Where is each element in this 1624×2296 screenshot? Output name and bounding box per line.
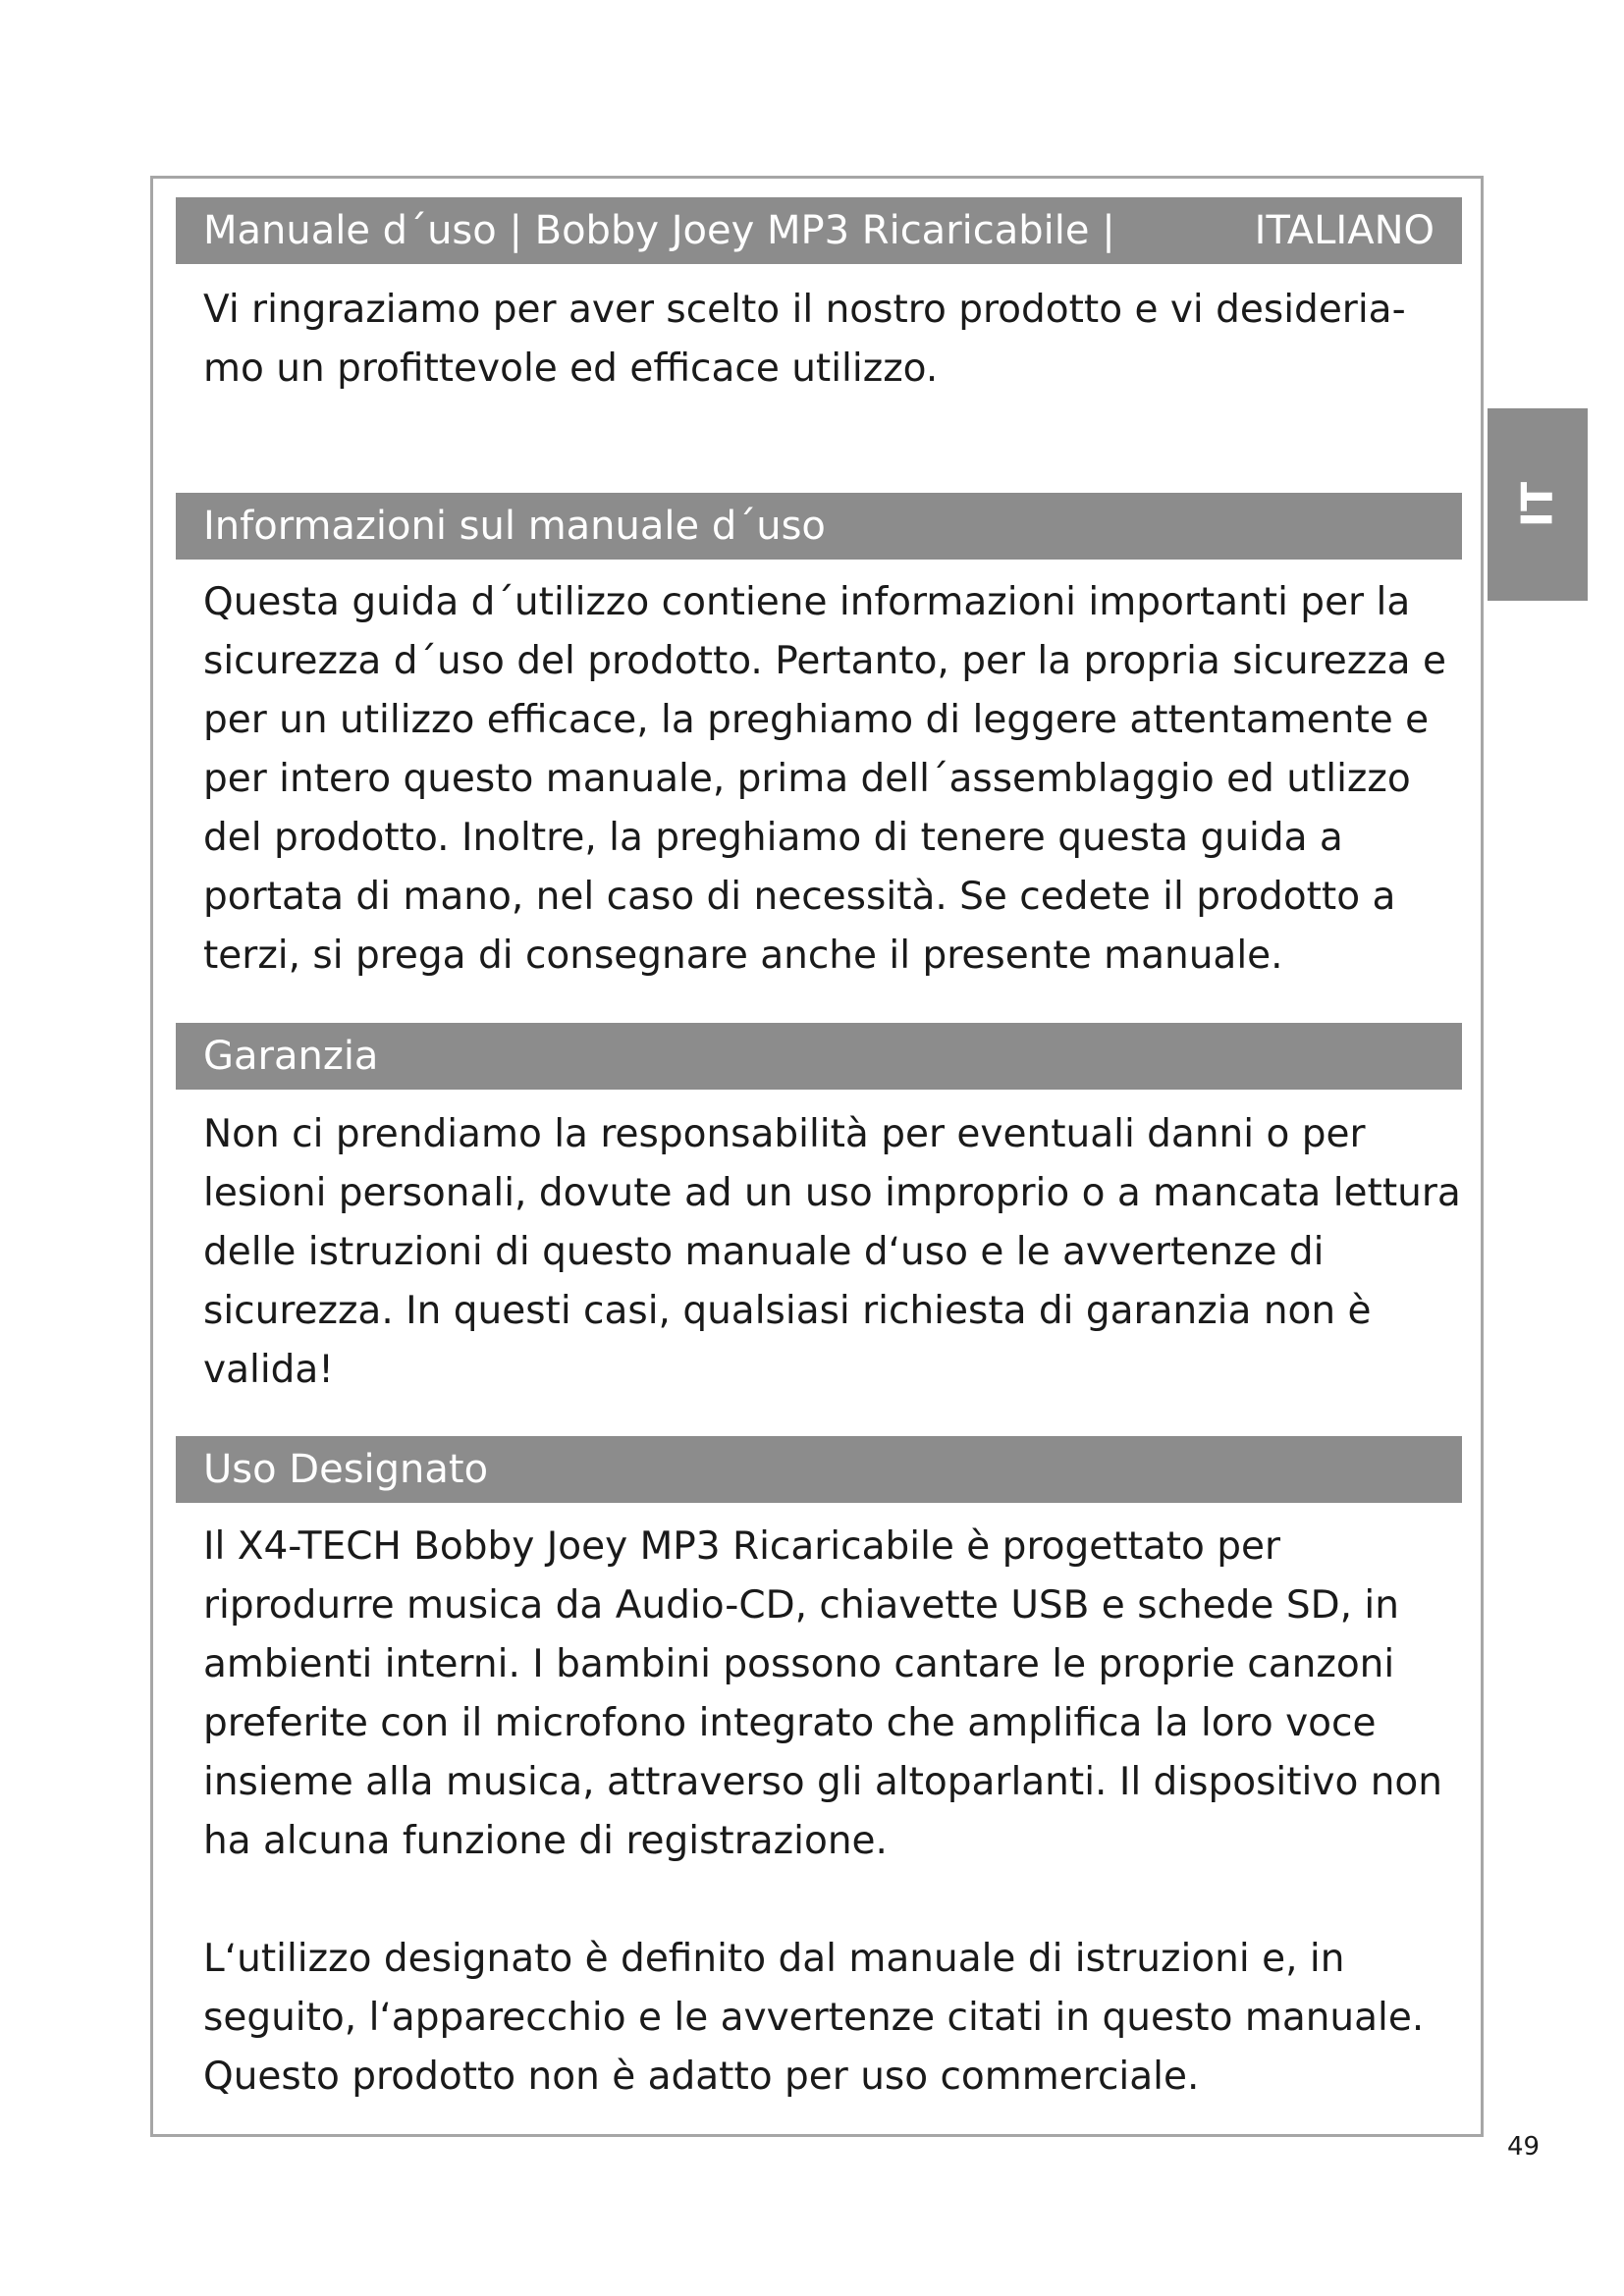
language-side-tab	[1488, 408, 1588, 601]
section-heading-garanzia: Garanzia	[176, 1023, 1462, 1090]
language-label: ITALIANO	[1254, 208, 1435, 253]
section-text-uso-designato-2: L‘utilizzo designato è definito dal manuale di istruzioni e, in seguito, l‘apparecchio e le avvertenze citati in questo manuale. Questo prodotto non è adatto per uso commerciale.	[203, 1937, 1425, 2099]
section-text-uso-designato-1: Il X4-TECH Bobby Joey MP3 Ricaricabile è progettato per riprodurre musica da Audio-CD, chiavette USB e schede SD, in ambienti interni. I bambini possono cantare le proprie canzoni preferite con il microfono integrato che amplifica la loro voce insieme alla musica, attraverso gli altoparlanti. Il dispositivo non ha alcuna funzione di registrazione.	[203, 1524, 1442, 1863]
language-side-tab-label: IT	[1512, 481, 1563, 528]
section-text-informazioni: Questa guida d´utilizzo contiene informazioni importanti per la sicurezza d´uso del prodotto. Pertanto, per la propria sicurezza e per un utilizzo efficace, la preghiamo di leggere attentamente e per intero questo manuale, prima dell´assemblaggio ed utlizzo del prodotto. Inoltre, la preghiamo di tenere questa guida a portata di mano, nel caso di necessità. Se cedete il prodotto a terzi, si prega di consegnare anche il presente manuale.	[203, 580, 1446, 978]
section-heading-uso-designato: Uso Designato	[176, 1436, 1462, 1503]
page-number: 49	[1507, 2132, 1541, 2162]
section-heading-informazioni: Informazioni sul manuale d´uso	[176, 493, 1462, 560]
intro-paragraph: Vi ringraziamo per aver scelto il nostro prodotto e vi desideria- mo un profittevole ed efficace utilizzo.	[203, 288, 1406, 391]
manual-header-bar	[176, 197, 1462, 264]
section-text-garanzia: Non ci prendiamo la responsabilità per eventuali danni o per lesioni personali, dovute ad un uso improprio o a mancata lettura delle istruzioni di questo manuale d‘uso e le avvertenze di sicurezza. In questi casi, qualsiasi richiesta di garanzia non è valida!	[203, 1112, 1461, 1392]
manual-title: Manuale d´uso | Bobby Joey MP3 Ricaricabile |	[203, 208, 1115, 253]
